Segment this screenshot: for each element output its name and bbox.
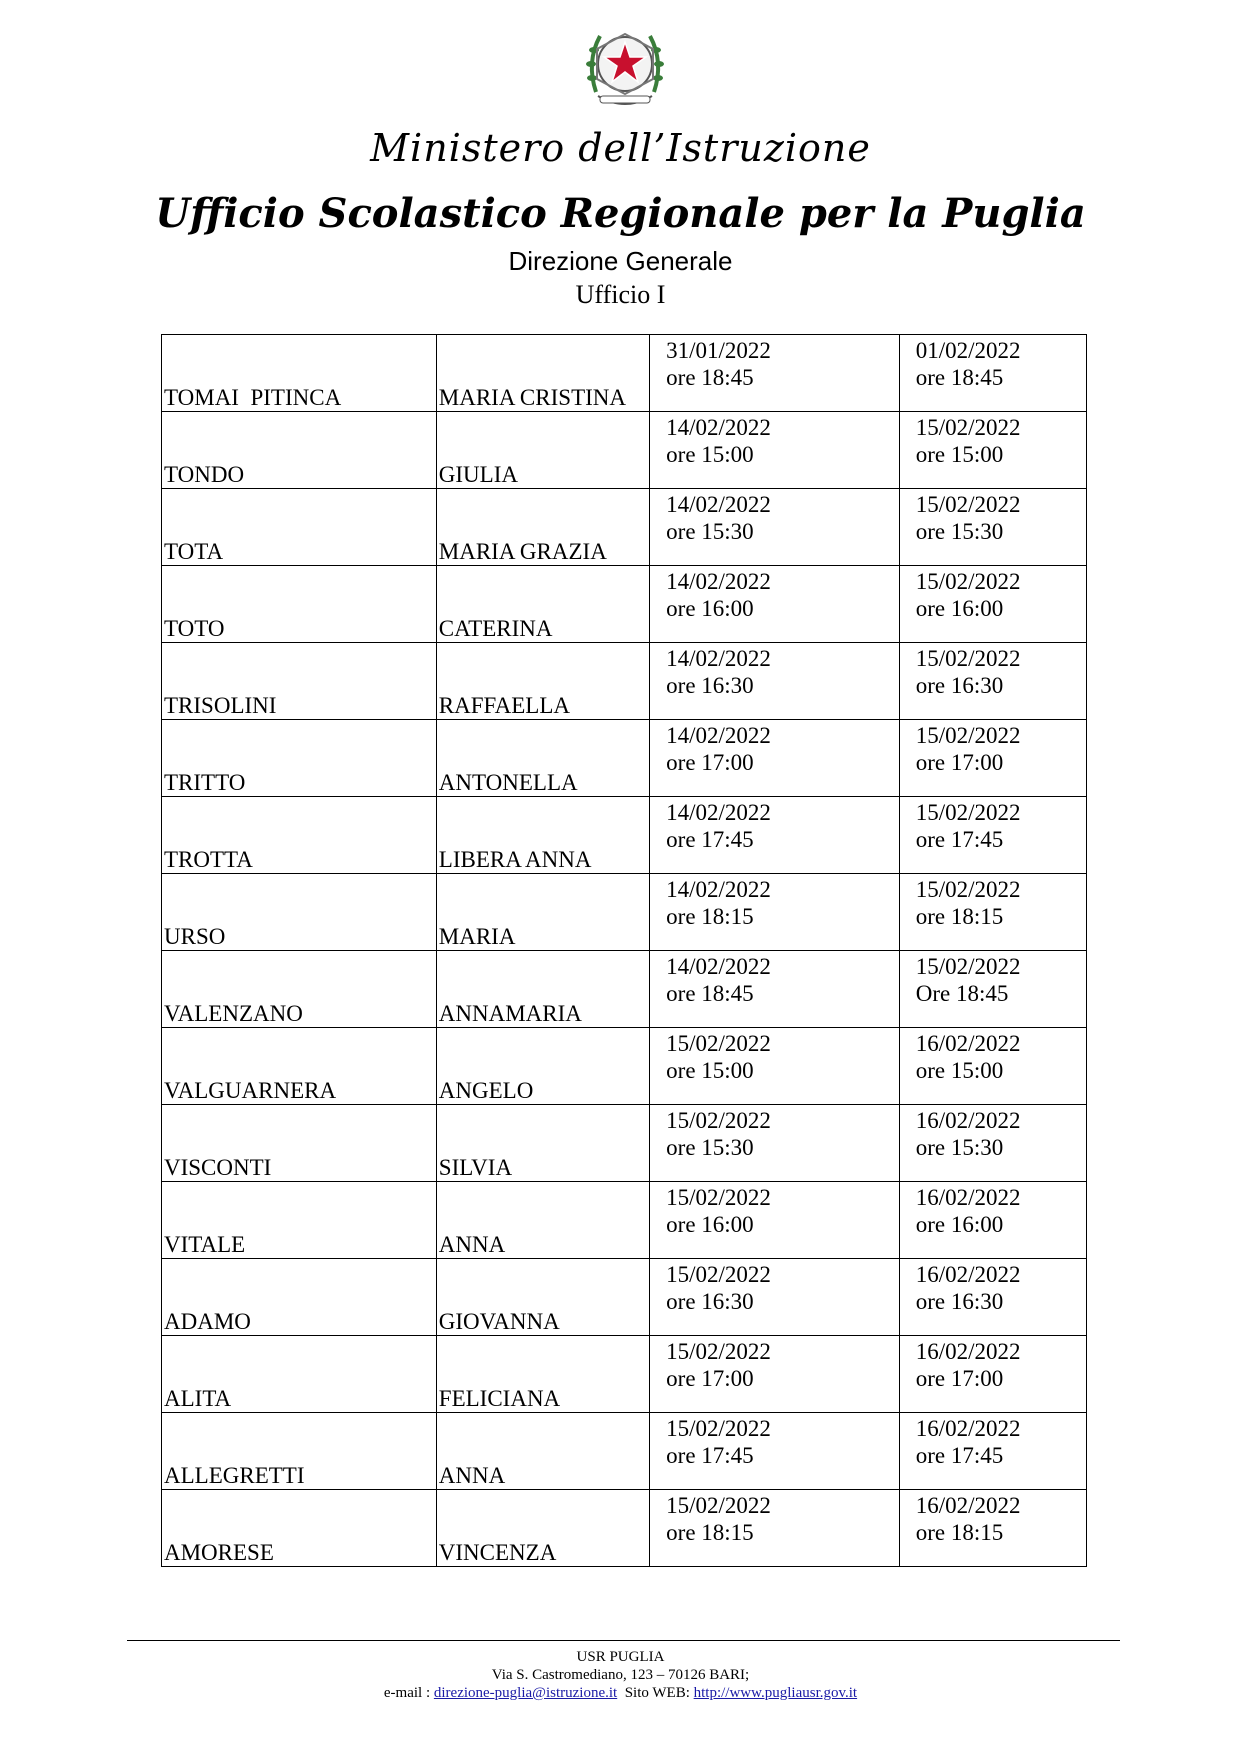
footer-divider xyxy=(127,1640,1120,1641)
appointment-date: 15/02/2022 xyxy=(915,954,1021,979)
surname: ADAMO xyxy=(164,1309,251,1334)
appointment-time: ore 16:00 xyxy=(915,596,1004,621)
appointment-time: ore 16:30 xyxy=(915,673,1004,698)
name-cell xyxy=(436,1182,649,1259)
appointment-datetime xyxy=(916,722,1021,776)
name-cell xyxy=(436,1490,649,1567)
name-cell xyxy=(436,566,649,643)
second-date-cell xyxy=(899,566,1086,643)
surname: TOTA xyxy=(164,539,224,564)
appointment-date: 14/02/2022 xyxy=(666,569,771,594)
appointment-date: 14/02/2022 xyxy=(666,877,771,902)
appointment-date: 15/02/2022 xyxy=(666,1185,771,1210)
name-cell xyxy=(436,797,649,874)
name-cell xyxy=(436,1105,649,1182)
email-label: e-mail : xyxy=(383,1685,434,1701)
first-name: VINCENZA xyxy=(438,1540,557,1565)
surname-cell xyxy=(162,1490,437,1567)
appointment-time: ore 16:00 xyxy=(915,1212,1004,1237)
first-name: CATERINA xyxy=(438,616,553,641)
second-date-cell xyxy=(899,1490,1086,1567)
appointment-date: 15/02/2022 xyxy=(666,1493,771,1518)
appointment-time: ore 17:00 xyxy=(666,1366,754,1391)
second-date-cell xyxy=(899,1182,1086,1259)
appointment-datetime xyxy=(916,1338,1021,1392)
appointment-time: ore 15:00 xyxy=(666,1058,754,1083)
second-date-cell xyxy=(899,951,1086,1028)
surname-cell xyxy=(162,566,437,643)
appointment-time: ore 16:30 xyxy=(666,1289,754,1314)
footer-address: Via S. Castromediano, 123 – 70126 BARI; xyxy=(491,1667,750,1683)
table-row xyxy=(162,720,1087,797)
office-heading: Ufficio Scolastico Regionale per la Puglia xyxy=(155,190,1086,237)
appointment-datetime xyxy=(916,876,1021,930)
appointment-date: 14/02/2022 xyxy=(666,954,771,979)
surname: VITALE xyxy=(164,1232,246,1257)
appointment-time: ore 15:00 xyxy=(915,1058,1004,1083)
appointment-date: 16/02/2022 xyxy=(915,1108,1021,1133)
surname-cell xyxy=(162,489,437,566)
appointment-time: ore 18:15 xyxy=(915,1520,1004,1545)
surname-cell xyxy=(162,951,437,1028)
surname: TONDO xyxy=(164,462,245,487)
first-date-cell xyxy=(650,566,900,643)
appointment-date: 16/02/2022 xyxy=(915,1185,1021,1210)
table-row xyxy=(162,489,1087,566)
second-date-cell xyxy=(899,643,1086,720)
appointment-time: ore 15:00 xyxy=(666,442,754,467)
surname-cell xyxy=(162,1028,437,1105)
appointment-date: 16/02/2022 xyxy=(915,1031,1021,1056)
name-cell xyxy=(436,412,649,489)
appointment-date: 16/02/2022 xyxy=(915,1339,1021,1364)
surname-cell xyxy=(162,720,437,797)
surname-cell xyxy=(162,797,437,874)
appointment-datetime xyxy=(666,799,771,853)
appointment-time: ore 18:45 xyxy=(666,981,754,1006)
table-row xyxy=(162,797,1087,874)
name-cell xyxy=(436,1336,649,1413)
second-date-cell xyxy=(899,720,1086,797)
first-date-cell xyxy=(650,1028,900,1105)
appointment-datetime xyxy=(916,1107,1021,1161)
appointment-date: 31/01/2022 xyxy=(666,338,771,363)
appointment-time: ore 18:15 xyxy=(666,1520,754,1545)
appointment-datetime xyxy=(916,1415,1021,1469)
appointment-datetime xyxy=(916,1184,1021,1238)
surname: VALGUARNERA xyxy=(164,1078,337,1103)
surname: VALENZANO xyxy=(164,1001,303,1026)
first-name: ANTONELLA xyxy=(438,770,578,795)
appointment-time: ore 17:00 xyxy=(666,750,754,775)
appointment-datetime xyxy=(666,1261,771,1315)
first-name: GIULIA xyxy=(438,462,518,487)
first-name: ANNA xyxy=(438,1232,506,1257)
direction-heading: Direzione Generale xyxy=(508,246,733,276)
second-date-cell xyxy=(899,412,1086,489)
first-date-cell xyxy=(650,874,900,951)
appointment-datetime xyxy=(916,799,1021,853)
first-date-cell xyxy=(650,1259,900,1336)
table-row xyxy=(162,1336,1087,1413)
first-name: RAFFAELLA xyxy=(438,693,570,718)
surname: URSO xyxy=(164,924,226,949)
appointment-date: 16/02/2022 xyxy=(915,1416,1021,1441)
appointment-date: 15/02/2022 xyxy=(915,877,1021,902)
appointment-date: 15/02/2022 xyxy=(666,1108,771,1133)
appointment-datetime xyxy=(666,1107,771,1161)
appointment-date: 14/02/2022 xyxy=(666,492,771,517)
appointment-date: 01/02/2022 xyxy=(915,338,1021,363)
appointment-date: 14/02/2022 xyxy=(666,723,771,748)
first-name: SILVIA xyxy=(438,1155,513,1180)
appointment-time: ore 18:45 xyxy=(915,365,1004,390)
surname: TRITTO xyxy=(164,770,246,795)
appointment-time: ore 17:45 xyxy=(666,1443,754,1468)
second-date-cell xyxy=(899,1028,1086,1105)
schedule-table xyxy=(161,334,1087,1567)
appointment-datetime xyxy=(666,568,771,622)
appointment-datetime xyxy=(666,414,771,468)
appointment-date: 15/02/2022 xyxy=(666,1031,771,1056)
table-row xyxy=(162,335,1087,412)
appointment-time: ore 17:45 xyxy=(915,1443,1004,1468)
surname: ALITA xyxy=(164,1386,232,1411)
appointment-datetime xyxy=(666,1415,771,1469)
appointment-datetime xyxy=(666,645,771,699)
appointment-date: 14/02/2022 xyxy=(666,415,771,440)
email-link[interactable]: direzione-puglia@istruzione.it xyxy=(433,1685,618,1701)
appointment-time: ore 15:30 xyxy=(666,519,754,544)
appointment-time: Ore 18:45 xyxy=(915,981,1009,1006)
surname: ALLEGRETTI xyxy=(164,1463,305,1488)
footer-contacts xyxy=(0,1684,1241,1702)
appointment-date: 14/02/2022 xyxy=(666,646,771,671)
first-date-cell xyxy=(650,951,900,1028)
first-date-cell xyxy=(650,720,900,797)
appointment-time: ore 17:45 xyxy=(666,827,754,852)
second-date-cell xyxy=(899,1413,1086,1490)
italian-republic-emblem-icon xyxy=(582,22,668,112)
first-date-cell xyxy=(650,797,900,874)
surname-cell xyxy=(162,1105,437,1182)
appointment-datetime xyxy=(666,1492,771,1546)
web-label: Sito WEB: xyxy=(617,1685,694,1701)
table-row xyxy=(162,1259,1087,1336)
name-cell xyxy=(436,951,649,1028)
surname: TOTO xyxy=(164,616,225,641)
appointment-datetime xyxy=(666,1338,771,1392)
name-cell xyxy=(436,1413,649,1490)
appointment-time: ore 15:30 xyxy=(915,519,1004,544)
appointment-datetime xyxy=(916,568,1021,622)
appointment-time: ore 15:30 xyxy=(915,1135,1004,1160)
surname: AMORESE xyxy=(164,1540,274,1565)
appointment-datetime xyxy=(666,337,771,391)
name-cell xyxy=(436,1259,649,1336)
surname: TOMAI PITINCA xyxy=(164,385,342,410)
surname-cell xyxy=(162,1182,437,1259)
appointment-time: ore 17:00 xyxy=(915,750,1004,775)
first-name: ANNA xyxy=(438,1463,506,1488)
first-name: GIOVANNA xyxy=(438,1309,560,1334)
first-name: ANGELO xyxy=(438,1078,534,1103)
surname: TRISOLINI xyxy=(164,693,277,718)
appointment-time: ore 16:00 xyxy=(666,1212,754,1237)
table-row xyxy=(162,874,1087,951)
first-name: MARIA xyxy=(438,924,516,949)
table-row xyxy=(162,1028,1087,1105)
appointment-time: ore 18:15 xyxy=(666,904,754,929)
first-date-cell xyxy=(650,1105,900,1182)
appointment-date: 15/02/2022 xyxy=(915,800,1021,825)
surname-cell xyxy=(162,335,437,412)
first-date-cell xyxy=(650,1336,900,1413)
first-name: FELICIANA xyxy=(438,1386,561,1411)
first-name: MARIA CRISTINA xyxy=(438,385,626,410)
appointment-datetime xyxy=(666,953,771,1007)
first-date-cell xyxy=(650,335,900,412)
appointment-datetime xyxy=(666,491,771,545)
appointment-datetime xyxy=(916,337,1021,391)
appointment-date: 15/02/2022 xyxy=(666,1262,771,1287)
footer-org: USR PUGLIA xyxy=(576,1649,665,1665)
schedule-table-body xyxy=(162,335,1087,1567)
second-date-cell xyxy=(899,1336,1086,1413)
table-row xyxy=(162,566,1087,643)
second-date-cell xyxy=(899,1105,1086,1182)
second-date-cell xyxy=(899,797,1086,874)
appointment-date: 15/02/2022 xyxy=(915,492,1021,517)
second-date-cell xyxy=(899,489,1086,566)
surname-cell xyxy=(162,1413,437,1490)
surname-cell xyxy=(162,874,437,951)
name-cell xyxy=(436,874,649,951)
surname-cell xyxy=(162,412,437,489)
appointment-datetime xyxy=(916,953,1021,1007)
surname: TROTTA xyxy=(164,847,253,872)
appointment-time: ore 15:30 xyxy=(666,1135,754,1160)
surname-cell xyxy=(162,1259,437,1336)
table-row xyxy=(162,1182,1087,1259)
appointment-time: ore 18:15 xyxy=(915,904,1004,929)
first-date-cell xyxy=(650,1490,900,1567)
first-name: MARIA GRAZIA xyxy=(438,539,607,564)
appointment-date: 15/02/2022 xyxy=(666,1339,771,1364)
table-row xyxy=(162,412,1087,489)
appointment-time: ore 18:45 xyxy=(666,365,754,390)
appointment-datetime xyxy=(916,1492,1021,1546)
name-cell xyxy=(436,1028,649,1105)
appointment-datetime xyxy=(666,1184,771,1238)
appointment-date: 14/02/2022 xyxy=(666,800,771,825)
second-date-cell xyxy=(899,874,1086,951)
name-cell xyxy=(436,720,649,797)
appointment-date: 15/02/2022 xyxy=(915,723,1021,748)
appointment-datetime xyxy=(916,491,1021,545)
unit-heading: Ufficio I xyxy=(575,280,666,309)
surname-cell xyxy=(162,643,437,720)
appointment-date: 15/02/2022 xyxy=(915,646,1021,671)
second-date-cell xyxy=(899,335,1086,412)
first-name: ANNAMARIA xyxy=(438,1001,582,1026)
appointment-datetime xyxy=(666,1030,771,1084)
ministry-heading: Ministero dell’Istruzione xyxy=(370,126,871,170)
first-date-cell xyxy=(650,1182,900,1259)
second-date-cell xyxy=(899,1259,1086,1336)
surname-cell xyxy=(162,1336,437,1413)
table-row xyxy=(162,1413,1087,1490)
table-row xyxy=(162,643,1087,720)
table-row xyxy=(162,1105,1087,1182)
first-date-cell xyxy=(650,489,900,566)
first-date-cell xyxy=(650,1413,900,1490)
appointment-date: 15/02/2022 xyxy=(915,569,1021,594)
first-date-cell xyxy=(650,643,900,720)
appointment-date: 15/02/2022 xyxy=(915,415,1021,440)
appointment-date: 16/02/2022 xyxy=(915,1262,1021,1287)
table-row xyxy=(162,1490,1087,1567)
appointment-time: ore 16:00 xyxy=(666,596,754,621)
appointment-datetime xyxy=(666,722,771,776)
appointment-time: ore 16:30 xyxy=(666,673,754,698)
appointment-time: ore 17:45 xyxy=(915,827,1004,852)
appointment-datetime xyxy=(916,414,1021,468)
appointment-date: 15/02/2022 xyxy=(666,1416,771,1441)
table-row xyxy=(162,951,1087,1028)
name-cell xyxy=(436,643,649,720)
appointment-datetime xyxy=(666,876,771,930)
name-cell xyxy=(436,489,649,566)
surname: VISCONTI xyxy=(164,1155,272,1180)
website-link[interactable]: http://www.pugliausr.gov.it xyxy=(693,1685,858,1701)
appointment-time: ore 16:30 xyxy=(915,1289,1004,1314)
name-cell xyxy=(436,335,649,412)
first-name: LIBERA ANNA xyxy=(438,847,592,872)
first-date-cell xyxy=(650,412,900,489)
appointment-datetime xyxy=(916,1261,1021,1315)
appointment-time: ore 17:00 xyxy=(915,1366,1004,1391)
appointment-time: ore 15:00 xyxy=(915,442,1004,467)
appointment-datetime xyxy=(916,645,1021,699)
appointment-date: 16/02/2022 xyxy=(915,1493,1021,1518)
appointment-datetime xyxy=(916,1030,1021,1084)
